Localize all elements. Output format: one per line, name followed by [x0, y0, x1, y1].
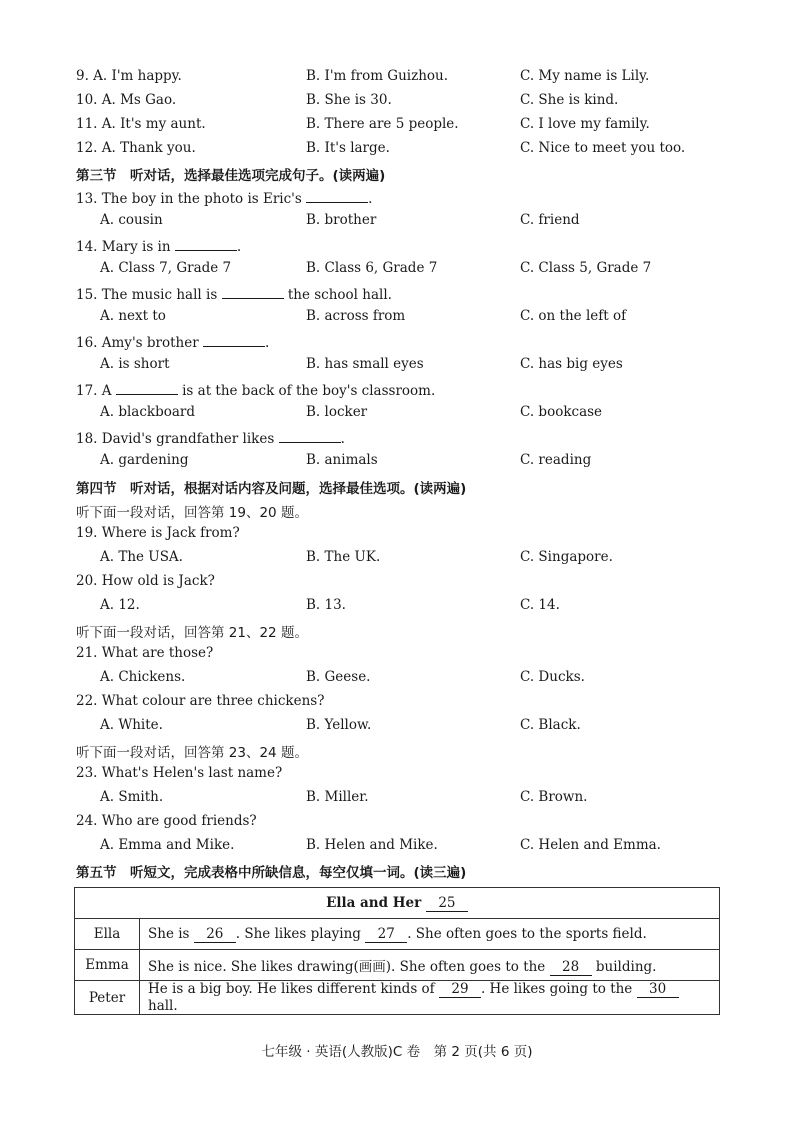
question-23-stem: [0, 765, 794, 787]
question-14-stem: [0, 236, 794, 258]
option-a: 12. A. Thank you.: [76, 140, 196, 156]
option-b[interactable]: B. 13.: [306, 597, 346, 613]
row-content: She is nice. She likes drawing(画画). She often goes to the 28 building.: [140, 950, 720, 981]
option-c[interactable]: C. Class 5, Grade 7: [520, 260, 652, 276]
blank-28[interactable]: 28: [550, 959, 592, 976]
option-c[interactable]: C. Black.: [520, 717, 581, 733]
option-a[interactable]: A. Emma and Mike.: [100, 837, 235, 853]
section-title: 第五节 听短文，完成表格中所缺信息，每空仅填一词。(读三遍): [76, 865, 467, 881]
question-12: [0, 140, 794, 162]
option-c: C. She is kind.: [520, 92, 619, 108]
option-c[interactable]: C. Helen and Emma.: [520, 837, 661, 853]
option-b[interactable]: B. Yellow.: [306, 717, 372, 733]
option-b[interactable]: B. Helen and Mike.: [306, 837, 438, 853]
group-note-23-24: [0, 741, 794, 763]
option-a[interactable]: A. The USA.: [100, 549, 183, 565]
option-b: B. There are 5 people.: [306, 116, 459, 132]
row-content: She is 26 . She likes playing 27 . She often goes to the sports field.: [140, 919, 720, 950]
blank-27[interactable]: 27: [365, 926, 407, 943]
question-stem: 22. What colour are three chickens?: [76, 693, 325, 709]
table-header-text: Ella and Her: [326, 894, 422, 911]
question-24-options: [0, 837, 794, 859]
option-c: C. My name is Lily.: [520, 68, 650, 84]
question-11: [0, 116, 794, 138]
option-b[interactable]: B. has small eyes: [306, 356, 424, 372]
option-b[interactable]: B. The UK.: [306, 549, 381, 565]
option-c: C. I love my family.: [520, 116, 650, 132]
group-note: 听下面一段对话，回答第 23、24 题。: [76, 745, 308, 761]
option-a[interactable]: A. blackboard: [100, 404, 195, 420]
table-header: [75, 888, 720, 919]
blank-26[interactable]: 26: [194, 926, 236, 943]
option-b[interactable]: B. across from: [306, 308, 406, 324]
row-name: Peter: [75, 981, 140, 1015]
blank-29[interactable]: 29: [439, 981, 481, 998]
blank-25[interactable]: 25: [426, 895, 468, 912]
option-c: C. Nice to meet you too.: [520, 140, 686, 156]
option-b[interactable]: B. Geese.: [306, 669, 371, 685]
question-stem: 16. Amy's brother .: [76, 332, 269, 351]
info-table: [74, 887, 720, 1015]
option-c[interactable]: C. has big eyes: [520, 356, 623, 372]
question-17-stem: [0, 380, 794, 402]
option-a: 9. A. I'm happy.: [76, 68, 182, 84]
question-20-stem: [0, 573, 794, 595]
group-note-21-22: [0, 621, 794, 643]
question-14-options: [0, 260, 794, 282]
question-stem: 13. The boy in the photo is Eric's .: [76, 188, 372, 207]
option-b[interactable]: B. locker: [306, 404, 368, 420]
question-13-stem: [0, 188, 794, 210]
question-22-options: [0, 717, 794, 739]
row-name: Ella: [75, 919, 140, 950]
question-18-options: [0, 452, 794, 474]
question-stem: 15. The music hall is the school hall.: [76, 284, 392, 303]
option-c[interactable]: C. Ducks.: [520, 669, 585, 685]
table-header-row: [75, 888, 720, 919]
option-c[interactable]: C. bookcase: [520, 404, 603, 420]
question-stem: 20. How old is Jack?: [76, 573, 215, 589]
question-stem: 21. What are those?: [76, 645, 214, 661]
option-b[interactable]: B. Miller.: [306, 789, 369, 805]
section-3-heading: [0, 164, 794, 186]
question-15-stem: [0, 284, 794, 306]
group-note: 听下面一段对话，回答第 19、20 题。: [76, 505, 308, 521]
option-c[interactable]: C. friend: [520, 212, 580, 228]
section-title: 第三节 听对话，选择最佳选项完成句子。(读两遍): [76, 168, 386, 184]
question-17-options: [0, 404, 794, 426]
table-row: [75, 919, 720, 950]
option-a[interactable]: A. 12.: [100, 597, 140, 613]
option-c[interactable]: C. 14.: [520, 597, 560, 613]
option-b[interactable]: B. animals: [306, 452, 378, 468]
option-b[interactable]: B. Class 6, Grade 7: [306, 260, 438, 276]
question-19-options: [0, 549, 794, 571]
question-13-options: [0, 212, 794, 234]
blank-30[interactable]: 30: [637, 981, 679, 998]
option-a: 11. A. It's my aunt.: [76, 116, 206, 132]
question-15-options: [0, 308, 794, 330]
section-5-heading: [0, 861, 794, 883]
option-b: B. I'm from Guizhou.: [306, 68, 449, 84]
question-stem: 17. A is at the back of the boy's classroom.: [76, 380, 435, 399]
table-row: [75, 950, 720, 981]
option-b: B. She is 30.: [306, 92, 392, 108]
question-21-stem: [0, 645, 794, 667]
question-stem: 14. Mary is in .: [76, 236, 241, 255]
option-a[interactable]: A. Class 7, Grade 7: [100, 260, 232, 276]
option-a[interactable]: A. Chickens.: [100, 669, 186, 685]
question-16-options: [0, 356, 794, 378]
option-c[interactable]: C. reading: [520, 452, 592, 468]
question-22-stem: [0, 693, 794, 715]
question-9: [0, 68, 794, 90]
option-b: B. It's large.: [306, 140, 390, 156]
option-a[interactable]: A. next to: [100, 308, 166, 324]
question-10: [0, 92, 794, 114]
page-footer: 七年级 · 英语(人教版)C 卷 第 2 页(共 6 页): [261, 1044, 533, 1060]
option-a[interactable]: A. Smith.: [100, 789, 164, 805]
row-name: Emma: [75, 950, 140, 981]
question-stem: 24. Who are good friends?: [76, 813, 257, 829]
option-a[interactable]: A. gardening: [100, 452, 189, 468]
question-stem: 23. What's Helen's last name?: [76, 765, 283, 781]
option-c[interactable]: C. Brown.: [520, 789, 588, 805]
row-content: He is a big boy. He likes different kinds of 29 . He likes going to the 30 hall.: [140, 981, 720, 1015]
question-23-options: [0, 789, 794, 811]
question-20-options: [0, 597, 794, 619]
option-c[interactable]: C. Singapore.: [520, 549, 613, 565]
group-note: 听下面一段对话，回答第 21、22 题。: [76, 625, 308, 641]
option-a[interactable]: A. cousin: [100, 212, 163, 228]
table-row: [75, 981, 720, 1015]
option-c[interactable]: C. on the left of: [520, 308, 627, 324]
option-a[interactable]: A. is short: [100, 356, 170, 372]
option-a: 10. A. Ms Gao.: [76, 92, 177, 108]
question-24-stem: [0, 813, 794, 835]
section-title: 第四节 听对话，根据对话内容及问题，选择最佳选项。(读两遍): [76, 481, 467, 497]
question-18-stem: [0, 428, 794, 450]
question-stem: 18. David's grandfather likes .: [76, 428, 345, 447]
section-4-heading: [0, 477, 794, 499]
option-a[interactable]: A. White.: [100, 717, 163, 733]
group-note-19-20: [0, 501, 794, 523]
question-stem: 19. Where is Jack from?: [76, 525, 240, 541]
question-19-stem: [0, 525, 794, 547]
question-21-options: [0, 669, 794, 691]
option-b[interactable]: B. brother: [306, 212, 377, 228]
question-16-stem: [0, 332, 794, 354]
